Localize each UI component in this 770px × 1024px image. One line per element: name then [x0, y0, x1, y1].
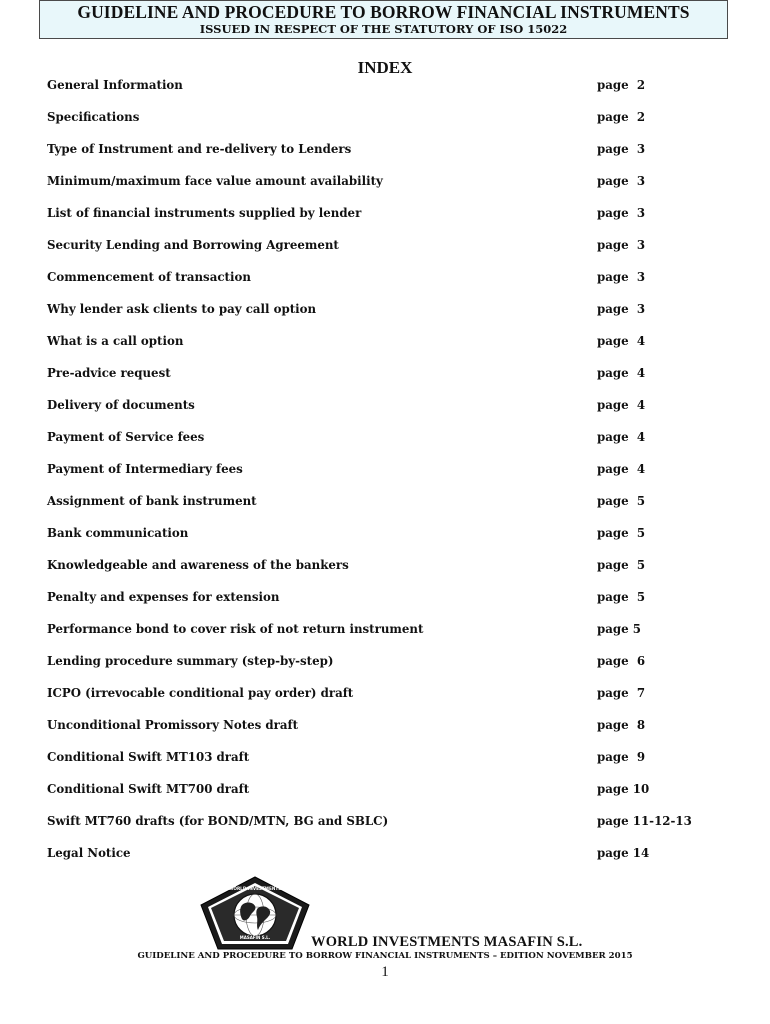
toc-entry-title: Payment of Service fees [47, 430, 205, 444]
toc-entry-title: General Information [47, 78, 183, 92]
toc-entry-page: page 5 [597, 494, 646, 508]
document-title: GUIDELINE AND PROCEDURE TO BORROW FINANCIAL INSTRUMENTS [77, 2, 690, 22]
toc-entry-page: page 4 [597, 366, 646, 380]
toc-entry-title: Conditional Swift MT103 draft [47, 750, 250, 764]
toc-entry-page: page 3 [597, 238, 646, 252]
toc-entry-title: Type of Instrument and re-delivery to Lenders [47, 142, 352, 156]
toc-entry-title: Legal Notice [47, 846, 131, 860]
toc-entry-title: Delivery of documents [47, 398, 195, 412]
toc-entry-page: page 14 [597, 846, 650, 860]
toc-entry-title: Specifications [47, 110, 140, 124]
toc-entry-page: page 4 [597, 430, 646, 444]
toc-entry-title: Why lender ask clients to pay call option [47, 302, 317, 316]
toc-entry [0, 172, 770, 190]
toc-entry-page: page 3 [597, 206, 646, 220]
toc-entry [0, 300, 770, 318]
toc-entry [0, 588, 770, 606]
toc-entry [0, 76, 770, 94]
index-heading: INDEX [357, 58, 413, 77]
toc-entry-title: Swift MT760 drafts (for BOND/MTN, BG and SBLC) [47, 814, 389, 828]
toc-entry-title: ICPO (irrevocable conditional pay order) draft [47, 686, 354, 700]
footer-edition-line: GUIDELINE AND PROCEDURE TO BORROW FINANCIAL INSTRUMENTS – EDITION NOVEMBER 2015 [137, 951, 633, 961]
toc-entry [0, 556, 770, 574]
toc-entry-page: page 8 [597, 718, 646, 732]
toc-entry [0, 204, 770, 222]
document-subtitle: ISSUED IN RESPECT OF THE STATUTORY OF ISO 15022 [199, 22, 568, 36]
toc-entry-title: List of financial instruments supplied by lender [47, 206, 362, 220]
toc-entry [0, 364, 770, 382]
toc-entry-title: Pre-advice request [47, 366, 171, 380]
logo-text-top: WORLD INVESTMENTS [228, 886, 282, 891]
toc-entry-page: page 7 [597, 686, 646, 700]
company-logo-icon [198, 875, 312, 951]
toc-entry-page: page 5 [597, 558, 646, 572]
toc-entry-page: page 4 [597, 398, 646, 412]
toc-entry [0, 780, 770, 798]
logo-text-bottom: MASAFIN S.L. [239, 935, 271, 940]
toc-entry-title: Lending procedure summary (step-by-step) [47, 654, 334, 668]
toc-entry [0, 268, 770, 286]
toc-entry [0, 748, 770, 766]
toc-entry-page: page 3 [597, 270, 646, 284]
toc-entry [0, 396, 770, 414]
toc-entry [0, 332, 770, 350]
toc-entry [0, 428, 770, 446]
toc-entry [0, 684, 770, 702]
toc-entry-page: page 4 [597, 462, 646, 476]
toc-entry-page: page 5 [597, 622, 641, 636]
toc-entry-title: Knowledgeable and awareness of the bankers [47, 558, 349, 572]
toc-entry-page: page 3 [597, 302, 646, 316]
toc-entry-title: Security Lending and Borrowing Agreement [47, 238, 339, 252]
toc-entry-page: page 5 [597, 526, 646, 540]
toc-entry [0, 236, 770, 254]
company-name: WORLD INVESTMENTS MASAFIN S.L. [311, 934, 583, 950]
toc-entry [0, 140, 770, 158]
toc-entry-page: page 2 [597, 78, 646, 92]
toc-entry-title: Minimum/maximum face value amount availability [47, 174, 383, 188]
toc-entry [0, 524, 770, 542]
toc-entry [0, 844, 770, 862]
toc-entry-title: Penalty and expenses for extension [47, 590, 280, 604]
toc-entry [0, 492, 770, 510]
toc-entry-page: page 4 [597, 334, 646, 348]
toc-entry [0, 812, 770, 830]
toc-entry-page: page 3 [597, 142, 646, 156]
toc-entry [0, 460, 770, 478]
toc-entry-page: page 2 [597, 110, 646, 124]
toc-entry-title: Conditional Swift MT700 draft [47, 782, 250, 796]
toc-entry-title: Assignment of bank instrument [47, 494, 257, 508]
toc-entry-title: Payment of Intermediary fees [47, 462, 243, 476]
toc-entry [0, 108, 770, 126]
toc-entry [0, 620, 770, 638]
page-number: 1 [381, 964, 389, 980]
toc-entry-title: Unconditional Promissory Notes draft [47, 718, 299, 732]
toc-entry-page: page 10 [597, 782, 650, 796]
toc-entry-page: page 3 [597, 174, 646, 188]
toc-entry-page: page 5 [597, 590, 646, 604]
toc-entry-page: page 11-12-13 [597, 814, 692, 828]
toc-entry-title: Commencement of transaction [47, 270, 251, 284]
toc-entry [0, 652, 770, 670]
toc-entry-title: What is a call option [47, 334, 184, 348]
toc-entry-title: Performance bond to cover risk of not return instrument [47, 622, 424, 636]
toc-entry-title: Bank communication [47, 526, 189, 540]
toc-entry-page: page 6 [597, 654, 646, 668]
toc-entry [0, 716, 770, 734]
toc-entry-page: page 9 [597, 750, 646, 764]
